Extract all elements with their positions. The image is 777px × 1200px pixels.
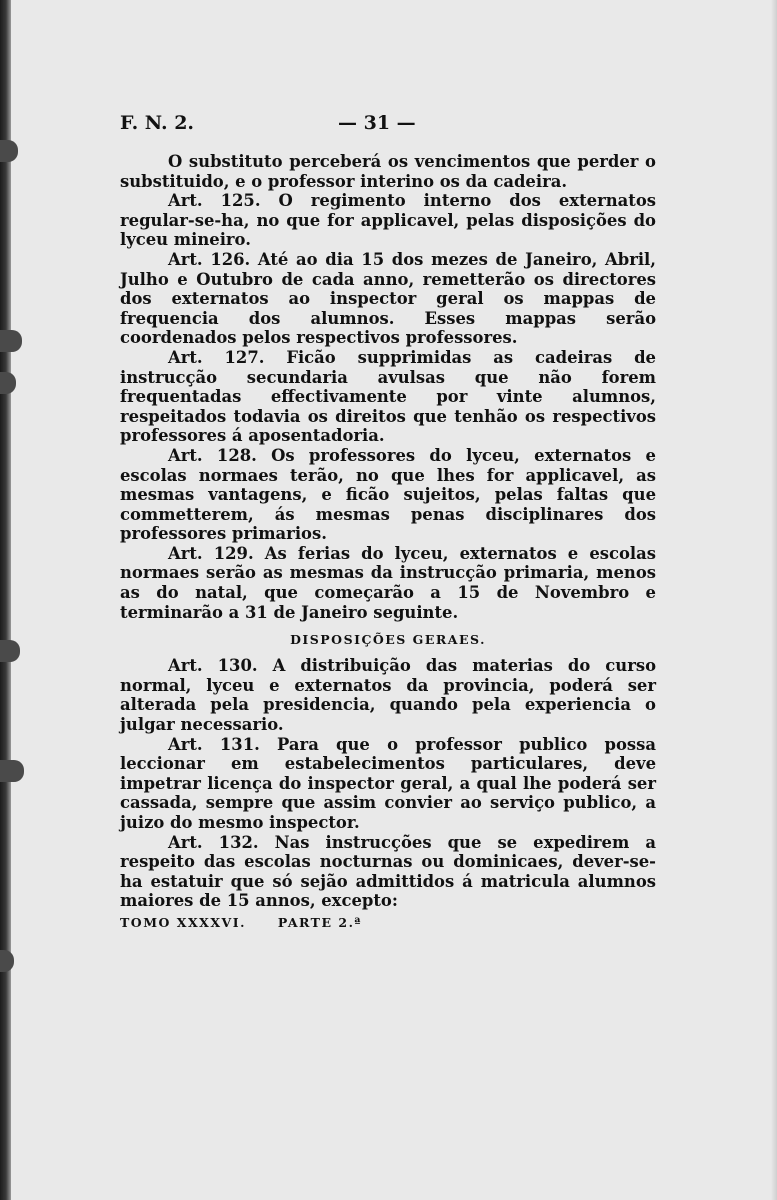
binding-spine [0, 0, 11, 1200]
paragraph-art-126: Art. 126. Até ao dia 15 dos mezes de Janeiro, Abril, Julho e Outubro de cada anno, remetterão os directores dos externatos ao inspector geral os mappas de frequencia dos alumnos. Esses mappas serão coordenados pelos respectivos professores. [120, 249, 656, 348]
paragraph-art-132: Art. 132. Nas instrucções que se expedirem a respeito das escolas nocturnas ou dominicaes, dever-se-ha estatuir que só sejão admittidos á matricula alumnos maiores de 15 annos, excepto: [120, 832, 656, 911]
text-block [120, 112, 656, 931]
paragraph: O substituto perceberá os vencimentos que perder o substituido, e o professor interino os da cadeira. [120, 152, 656, 191]
part-label: PARTE 2.ª [277, 914, 363, 930]
paragraph-art-130: Art. 130. A distribuição das materias do curso normal, lyceu e externatos da provincia, poderá ser alterada pela presidencia, quando pela experiencia o julgar necessario. [120, 656, 656, 735]
paragraph-art-128: Art. 128. Os professores do lyceu, externatos e escolas normaes terão, no que lhes for applicavel, as mesmas vantagens, e ficão sujeitos, pelas faltas que commetterem, ás mesmas penas disciplinares dos professores primarios. [120, 445, 656, 544]
paragraph-art-125: Art. 125. O regimento interno dos externatos regular-se-ha, no que for applicavel, pelas disposições do lyceu mineiro. [120, 191, 656, 250]
binding-tab [0, 140, 18, 162]
binding-tab [0, 330, 22, 352]
binding-tab [0, 372, 16, 394]
binding-tab [0, 950, 14, 972]
page-reference: F. N. 2. [120, 112, 195, 134]
page-edge [771, 0, 777, 1200]
paragraph-art-127: Art. 127. Ficão supprimidas as cadeiras de instrucção secundaria avulsas que não forem frequentadas effectivamente por vinte alumnos, respeitados todavia os direitos que tenhão os respectivos professores á aposentadoria. [120, 347, 656, 446]
paragraph-art-129: Art. 129. As ferias do lyceu, externatos e escolas normaes serão as mesmas da instrucção primaria, menos as do natal, que começarão a 15 de Novembro e terminarão a 31 de Janeiro seguinte. [120, 543, 656, 622]
paragraph-art-131: Art. 131. Para que o professor publico possa leccionar em estabelecimentos particulares, deve impetrar licença do inspector geral, a qual lhe poderá ser cassada, sempre que assim convier ao serviço publico, a juizo do mesmo inspector. [120, 734, 656, 832]
volume-label: TOMO XXXXVI. [120, 914, 246, 930]
running-header [120, 112, 656, 152]
section-heading: DISPOSIÇÕES GERAES. [290, 632, 486, 648]
binding-tab [0, 640, 20, 662]
page-number: — 31 — [338, 112, 416, 134]
signature-line [120, 915, 656, 931]
binding-tab [0, 760, 24, 782]
